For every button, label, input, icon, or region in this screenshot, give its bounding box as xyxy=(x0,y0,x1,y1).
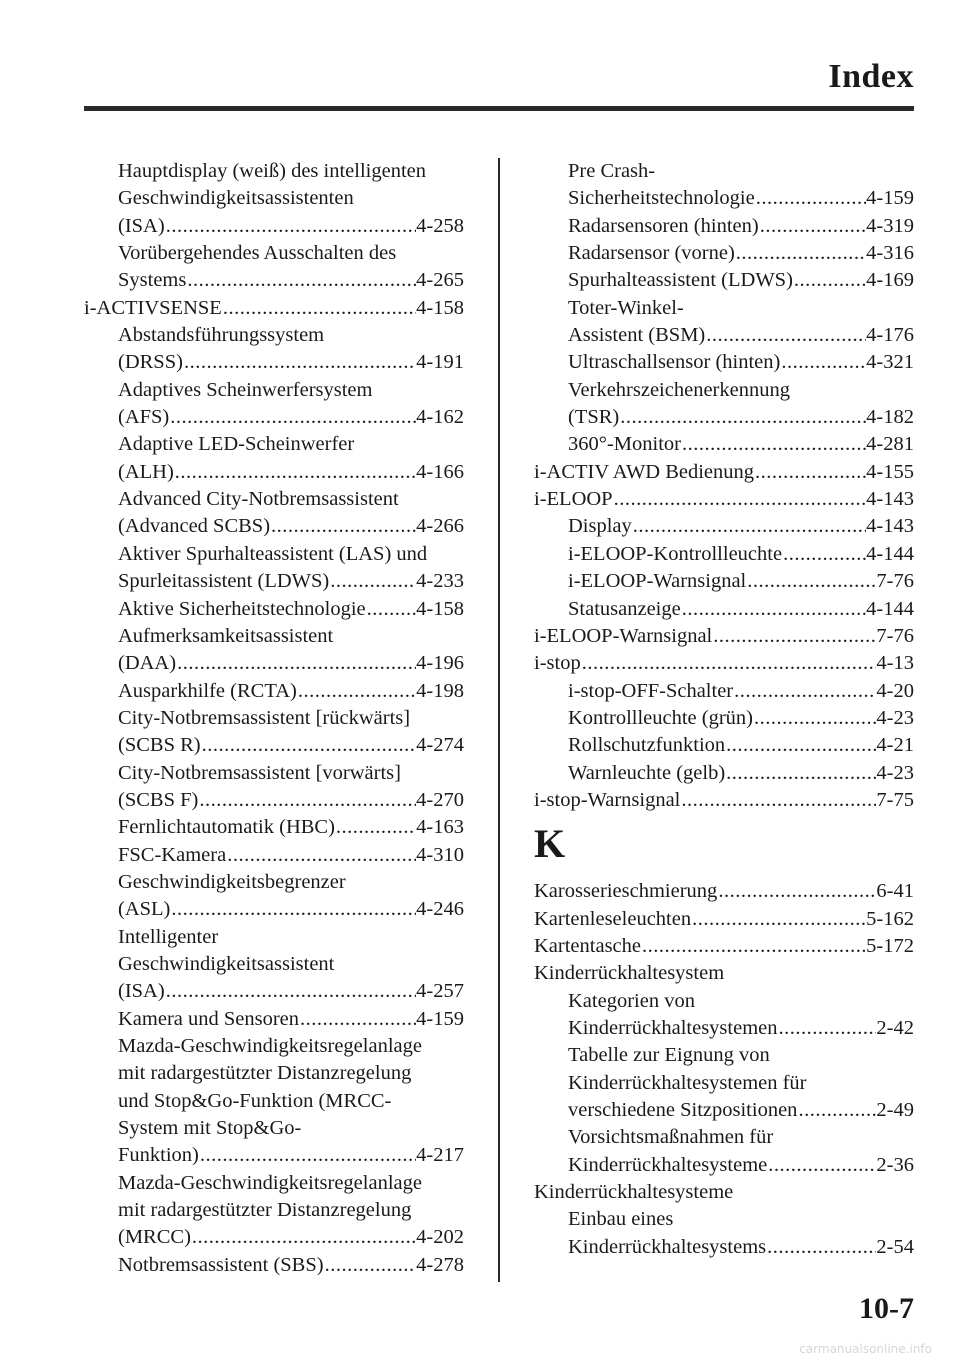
index-subentry xyxy=(534,1234,914,1261)
index-subentry xyxy=(84,240,464,267)
index-entry xyxy=(534,878,914,905)
dot-leader xyxy=(183,349,416,376)
entry-page-ref: 6-41 xyxy=(876,880,914,903)
index-subentry xyxy=(534,1152,914,1179)
watermark: carmanualsonline.info xyxy=(799,1342,932,1356)
entry-text: 360°-Monitor xyxy=(568,433,681,456)
index-entry xyxy=(534,787,914,814)
entry-text: (ISA) xyxy=(118,214,165,237)
dot-leader xyxy=(176,650,416,677)
dot-leader xyxy=(619,404,866,431)
entry-text: Fernlichtautomatik (HBC) xyxy=(118,816,335,839)
entry-text: FSC-Kamera xyxy=(118,843,227,866)
entry-text: Advanced City-Notbremsassistent xyxy=(118,488,399,511)
entry-text: i-stop-OFF-Schalter xyxy=(568,679,734,702)
entry-text: Kartenleseleuchten xyxy=(534,907,692,930)
entry-text: Kinderrückhaltesystemen xyxy=(568,1016,778,1039)
entry-text: Verkehrszeichenerkennung xyxy=(568,378,790,401)
index-subentry xyxy=(84,377,464,404)
index-entry xyxy=(534,650,914,677)
index-subentry xyxy=(84,869,464,896)
entry-text: Rollschutzfunktion xyxy=(568,734,726,757)
index-subentry xyxy=(534,267,914,294)
entry-page-ref: 4-158 xyxy=(416,597,464,620)
entry-page-ref: 4-316 xyxy=(866,242,914,265)
index-subentry xyxy=(534,596,914,623)
index-subentry xyxy=(534,1097,914,1124)
entry-page-ref: 4-257 xyxy=(416,980,464,1003)
index-subentry xyxy=(84,1142,464,1169)
index-subentry xyxy=(84,705,464,732)
index-entry xyxy=(534,960,914,987)
index-subentry xyxy=(84,1170,464,1197)
entry-page-ref: 4-265 xyxy=(416,269,464,292)
entry-text: mit radargestützter Distanzregelung xyxy=(118,1062,412,1085)
entry-page-ref: 2-36 xyxy=(876,1153,914,1176)
entry-text: Assistent (BSM) xyxy=(568,324,706,347)
entry-text: i-ELOOP-Kontrollleuchte xyxy=(568,542,783,565)
entry-text: Abstandsführungssystem xyxy=(118,324,325,347)
index-subentry xyxy=(84,842,464,869)
dot-leader xyxy=(681,596,866,623)
entry-text: i-ELOOP xyxy=(534,488,613,511)
entry-text: (ALH) xyxy=(118,460,174,483)
entry-text: Notbremsassistent (SBS) xyxy=(118,1253,324,1276)
dot-leader xyxy=(165,213,416,240)
entry-text: Kinderrückhaltesystemen für xyxy=(568,1071,807,1094)
entry-text: Funktion) xyxy=(118,1144,199,1167)
entry-text: Kategorien von xyxy=(568,989,695,1012)
index-subentry xyxy=(84,185,464,212)
entry-page-ref: 2-42 xyxy=(876,1016,914,1039)
dot-leader xyxy=(725,732,876,759)
index-entry xyxy=(534,906,914,933)
entry-page-ref: 4-144 xyxy=(866,542,914,565)
index-subentry xyxy=(534,1124,914,1151)
index-subentry xyxy=(84,650,464,677)
entry-text: (DAA) xyxy=(118,652,177,675)
dot-leader xyxy=(191,1224,416,1251)
index-subentry xyxy=(84,431,464,458)
entry-text: Karosserieschmierung xyxy=(534,880,718,903)
entry-text: Vorsichtsmaßnahmen für xyxy=(568,1126,774,1149)
entry-page-ref: 4-159 xyxy=(416,1007,464,1030)
entry-text: Mazda-Geschwindigkeitsregelanlage xyxy=(118,1035,422,1057)
entry-page-ref: 4-182 xyxy=(866,406,914,429)
dot-leader xyxy=(766,1234,876,1261)
entry-text: (AFS) xyxy=(118,406,170,429)
index-subentry xyxy=(84,596,464,623)
entry-text: und Stop&Go-Funktion (MRCC- xyxy=(118,1089,392,1112)
index-subentry xyxy=(84,1088,464,1115)
entry-text: System mit Stop&Go- xyxy=(118,1117,302,1140)
entry-page-ref: 7-76 xyxy=(876,570,914,593)
dot-leader xyxy=(329,568,416,595)
entry-page-ref: 4-310 xyxy=(416,843,464,866)
entry-page-ref: 4-166 xyxy=(416,460,464,483)
entry-text: i-ELOOP-Warnsignal xyxy=(568,570,747,593)
index-subentry xyxy=(84,678,464,705)
dot-leader xyxy=(366,596,417,623)
index-subentry xyxy=(84,1060,464,1087)
entry-text: Ultraschallsensor (hinten) xyxy=(568,351,781,374)
entry-text: Radarsensoren (hinten) xyxy=(568,214,759,237)
index-entry xyxy=(534,623,914,650)
dot-leader xyxy=(632,513,866,540)
entry-page-ref: 4-321 xyxy=(866,351,914,374)
dot-leader xyxy=(733,678,876,705)
entry-page-ref: 4-23 xyxy=(876,706,914,729)
entry-text: verschiedene Sitzpositionen xyxy=(568,1099,798,1121)
entry-text: Geschwindigkeitsassistenten xyxy=(118,187,354,210)
entry-text: Kinderrückhaltesysteme xyxy=(534,1181,734,1204)
index-subentry xyxy=(534,349,914,376)
entry-page-ref: 2-49 xyxy=(876,1099,914,1121)
index-subentry xyxy=(534,404,914,431)
entry-text: i-stop-Warnsignal xyxy=(534,788,681,811)
index-entry xyxy=(534,1179,914,1206)
index-subentry xyxy=(534,1070,914,1097)
entry-text: (Advanced SCBS) xyxy=(118,515,271,538)
dot-leader xyxy=(165,978,416,1005)
index-subentry xyxy=(84,1252,464,1279)
dot-leader xyxy=(725,760,876,787)
column-divider xyxy=(498,158,500,1282)
index-column-right xyxy=(534,158,914,1261)
entry-page-ref: 4-233 xyxy=(416,570,464,593)
index-subentry xyxy=(534,541,914,568)
entry-page-ref: 4-202 xyxy=(416,1226,464,1249)
dot-leader xyxy=(199,1142,416,1169)
entry-text: Warnleuchte (gelb) xyxy=(568,761,726,784)
index-entry xyxy=(534,486,914,513)
entry-page-ref: 4-143 xyxy=(866,515,914,538)
index-subentry xyxy=(534,1015,914,1042)
entry-page-ref: 4-270 xyxy=(416,788,464,811)
index-subentry xyxy=(84,1033,464,1060)
entry-page-ref: 4-319 xyxy=(866,214,914,237)
entry-page-ref: 2-54 xyxy=(876,1235,914,1258)
index-subentry xyxy=(84,404,464,431)
index-subentry xyxy=(84,486,464,513)
index-subentry xyxy=(534,988,914,1015)
dot-leader xyxy=(297,678,416,705)
dot-leader xyxy=(797,1097,876,1124)
index-subentry xyxy=(84,1115,464,1142)
dot-leader xyxy=(324,1252,417,1279)
dot-leader xyxy=(705,322,866,349)
dot-leader xyxy=(581,650,877,677)
entry-text: Kinderrückhaltesysteme xyxy=(568,1153,768,1176)
index-subentry xyxy=(84,459,464,486)
entry-text: City-Notbremsassistent [rückwärts] xyxy=(118,706,411,729)
entry-text: (DRSS) xyxy=(118,351,183,374)
entry-text: Kinderrückhaltesystems xyxy=(568,1235,767,1258)
entry-text: Geschwindigkeitsbegrenzer xyxy=(118,870,346,893)
entry-page-ref: 4-163 xyxy=(416,816,464,839)
dot-leader xyxy=(174,459,416,486)
index-subentry xyxy=(84,623,464,650)
index-subentry xyxy=(84,978,464,1005)
index-subentry xyxy=(84,1224,464,1251)
dot-leader xyxy=(754,459,866,486)
dot-leader xyxy=(712,623,876,650)
dot-leader xyxy=(780,349,866,376)
dot-leader xyxy=(299,1006,416,1033)
entry-page-ref: 4-162 xyxy=(416,406,464,429)
entry-text: Vorübergehendes Ausschalten des xyxy=(118,242,397,265)
entry-text: mit radargestützter Distanzregelung xyxy=(118,1199,412,1222)
dot-leader xyxy=(222,295,416,322)
entry-text: (TSR) xyxy=(568,406,620,429)
index-subentry xyxy=(84,568,464,595)
dot-leader xyxy=(641,933,866,960)
dot-leader xyxy=(753,705,876,732)
dot-leader xyxy=(198,787,416,814)
index-subentry xyxy=(84,158,464,185)
entry-page-ref: 4-158 xyxy=(416,296,464,319)
index-subentry xyxy=(84,760,464,787)
entry-text: Geschwindigkeitsassistent xyxy=(118,952,335,975)
dot-leader xyxy=(681,431,866,458)
index-entry xyxy=(534,933,914,960)
entry-text: Spurleitassistent (LDWS) xyxy=(118,570,330,593)
entry-text: Pre Crash- xyxy=(568,160,656,182)
entry-text: Sicherheitstechnologie xyxy=(568,187,755,210)
entry-text: Aufmerksamkeitsassistent xyxy=(118,624,334,647)
index-subentry xyxy=(534,240,914,267)
index-subentry xyxy=(534,213,914,240)
index-subentry xyxy=(84,322,464,349)
index-subentry xyxy=(84,349,464,376)
entry-page-ref: 4-266 xyxy=(416,515,464,538)
entry-text: Aktiver Spurhalteassistent (LAS) und xyxy=(118,542,428,565)
entry-page-ref: 5-162 xyxy=(866,907,914,930)
entry-page-ref: 4-191 xyxy=(416,351,464,374)
index-subentry xyxy=(534,1206,914,1233)
entry-page-ref: 4-176 xyxy=(866,324,914,347)
index-subentry xyxy=(534,513,914,540)
entry-text: Toter-Winkel- xyxy=(568,296,684,319)
entry-text: i-stop xyxy=(534,652,581,675)
dot-leader xyxy=(782,541,866,568)
index-subentry xyxy=(84,1197,464,1224)
entry-text: Adaptives Scheinwerfersystem xyxy=(118,378,373,401)
entry-text: Kartentasche xyxy=(534,934,641,957)
entry-text: i-ELOOP-Warnsignal xyxy=(534,624,713,647)
index-subentry xyxy=(84,896,464,923)
entry-page-ref: 4-258 xyxy=(416,214,464,237)
entry-text: (ASL) xyxy=(118,898,171,921)
index-subentry xyxy=(534,185,914,212)
dot-leader xyxy=(759,213,866,240)
index-subentry xyxy=(84,732,464,759)
entry-text: i-ACTIVSENSE xyxy=(84,296,222,319)
index-subentry xyxy=(84,267,464,294)
dot-leader xyxy=(169,404,416,431)
entry-text: Mazda-Geschwindigkeitsregelanlage xyxy=(118,1171,422,1194)
entry-page-ref: 4-278 xyxy=(416,1253,464,1276)
index-subentry xyxy=(534,1042,914,1069)
entry-page-ref: 4-20 xyxy=(876,679,914,702)
index-subentry xyxy=(84,924,464,951)
page-title: Index xyxy=(828,58,914,95)
index-subentry xyxy=(534,760,914,787)
entry-page-ref: 4-159 xyxy=(866,187,914,210)
index-subentry xyxy=(534,322,914,349)
entry-page-ref: 4-217 xyxy=(416,1144,464,1167)
entry-text: (SCBS R) xyxy=(118,734,201,757)
entry-text: Tabelle zur Eignung von xyxy=(568,1044,770,1067)
dot-leader xyxy=(226,842,416,869)
entry-text: Einbau eines xyxy=(568,1208,674,1231)
dot-leader xyxy=(777,1015,876,1042)
index-entry xyxy=(534,459,914,486)
entry-page-ref: 4-13 xyxy=(876,652,914,675)
index-subentry xyxy=(534,732,914,759)
dot-leader xyxy=(746,568,876,595)
index-entry xyxy=(84,295,464,322)
entry-text: Systems xyxy=(118,269,187,292)
dot-leader xyxy=(680,787,876,814)
entry-text: Display xyxy=(568,515,632,538)
dot-leader xyxy=(793,267,866,294)
entry-page-ref: 5-172 xyxy=(866,934,914,957)
entry-page-ref: 7-76 xyxy=(876,624,914,647)
dot-leader xyxy=(270,513,416,540)
dot-leader xyxy=(335,814,416,841)
entry-page-ref: 7-75 xyxy=(876,788,914,811)
dot-leader xyxy=(717,878,876,905)
index-subentry xyxy=(84,787,464,814)
index-subentry xyxy=(84,1006,464,1033)
entry-page-ref: 4-274 xyxy=(416,734,464,757)
entry-text: Statusanzeige xyxy=(568,597,681,620)
entry-text: Ausparkhilfe (RCTA) xyxy=(118,679,297,702)
entry-page-ref: 4-281 xyxy=(866,433,914,456)
entry-page-ref: 4-198 xyxy=(416,679,464,702)
entry-text: Radarsensor (vorne) xyxy=(568,242,735,265)
dot-leader xyxy=(735,240,866,267)
entry-text: Spurhalteassistent (LDWS) xyxy=(568,269,793,292)
entry-page-ref: 4-246 xyxy=(416,898,464,921)
entry-text: (ISA) xyxy=(118,980,165,1003)
entry-page-ref: 4-155 xyxy=(866,460,914,483)
entry-text: Kontrollleuchte (grün) xyxy=(568,706,754,729)
entry-text: City-Notbremsassistent [vorwärts] xyxy=(118,761,401,784)
index-subentry xyxy=(534,295,914,322)
dot-leader xyxy=(201,732,417,759)
index-subentry xyxy=(84,213,464,240)
index-subentry xyxy=(84,541,464,568)
entry-page-ref: 4-21 xyxy=(876,734,914,757)
entry-page-ref: 4-169 xyxy=(866,269,914,292)
entry-text: Kamera und Sensoren xyxy=(118,1007,300,1030)
index-subentry xyxy=(84,814,464,841)
entry-text: Adaptive LED-Scheinwerfer xyxy=(118,433,355,456)
index-subentry xyxy=(534,705,914,732)
dot-leader xyxy=(755,185,866,212)
index-subentry xyxy=(534,158,914,185)
dot-leader xyxy=(613,486,867,513)
page-number: 10-7 xyxy=(859,1292,914,1325)
entry-text: Kinderrückhaltesystem xyxy=(534,962,725,985)
entry-text: (SCBS F) xyxy=(118,788,199,811)
index-subentry xyxy=(534,377,914,404)
dot-leader xyxy=(767,1152,876,1179)
header-rule xyxy=(84,106,914,111)
entry-text: Hauptdisplay (weiß) des intelligenten xyxy=(118,160,426,182)
index-subentry xyxy=(84,513,464,540)
index-column-left xyxy=(84,158,464,1279)
index-subentry xyxy=(84,951,464,978)
entry-page-ref: 4-144 xyxy=(866,597,914,620)
dot-leader xyxy=(186,267,416,294)
entry-text: i-ACTIV AWD Bedienung xyxy=(534,460,755,483)
dot-leader xyxy=(170,896,416,923)
section-letter: K xyxy=(534,821,566,867)
entry-page-ref: 4-143 xyxy=(866,488,914,511)
entry-text: Intelligenter xyxy=(118,925,219,948)
index-subentry xyxy=(534,568,914,595)
index-subentry xyxy=(534,431,914,458)
entry-page-ref: 4-23 xyxy=(876,761,914,784)
entry-text: Aktive Sicherheitstechnologie xyxy=(118,597,366,620)
dot-leader xyxy=(691,906,866,933)
index-subentry xyxy=(534,678,914,705)
entry-text: (MRCC) xyxy=(118,1226,191,1249)
entry-page-ref: 4-196 xyxy=(416,652,464,675)
